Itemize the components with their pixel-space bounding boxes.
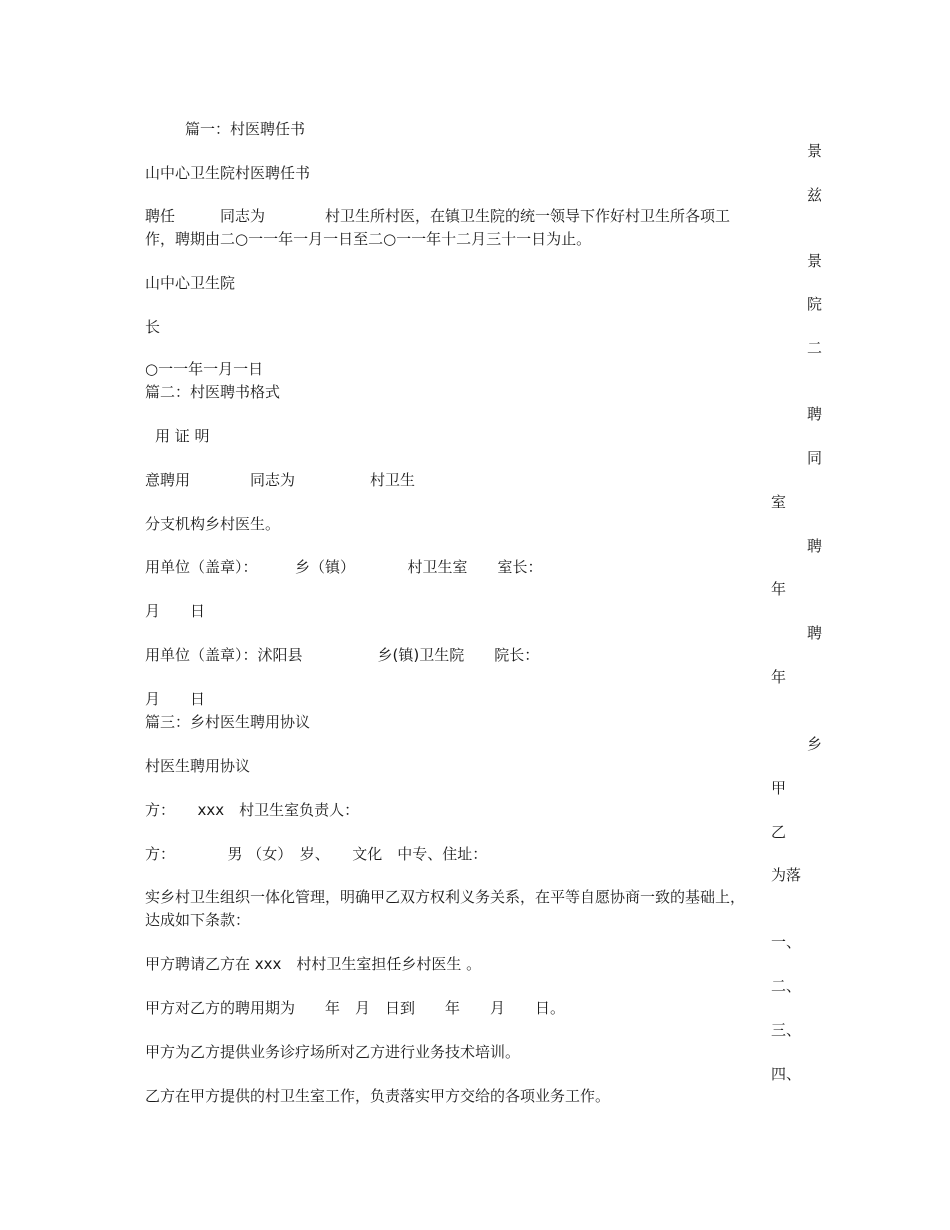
section-heading-2: 篇二：村医聘书格式 <box>145 383 281 401</box>
paragraph-line: 达成如下条款： <box>145 911 251 929</box>
paragraph-line: 意聘用 同志为 村卫生 <box>145 471 416 489</box>
margin-char: 同 <box>807 449 823 467</box>
party-b-line: 方： 男 （女） 岁、 文化 中专、住址： <box>145 845 488 863</box>
margin-char: 乡 <box>807 735 823 753</box>
date-line: 月 日 <box>145 602 206 620</box>
doc-title-3: 村医生聘用协议 <box>145 757 251 775</box>
clause-line: 甲方聘请乙方在 xxx 村村卫生室担任乡村医生 。 <box>145 955 482 973</box>
margin-char: 景 <box>807 142 823 160</box>
margin-char: 院 <box>807 295 823 313</box>
date-line: 月 日 <box>145 690 206 708</box>
section-heading-1: 篇一：村医聘任书 <box>185 120 306 138</box>
margin-char: 甲 <box>771 779 787 797</box>
party-a-line: 方： xxx 村卫生室负责人： <box>145 801 360 819</box>
seal-line: 用单位（盖章）： 乡（镇） 村卫生室 室长： <box>145 558 543 576</box>
clause-number: 四、 <box>771 1065 802 1083</box>
clause-number: 二、 <box>771 977 802 995</box>
issue-date: ○一一年一月一日 <box>145 360 264 378</box>
margin-char: 聘 <box>807 405 823 423</box>
doc-title-2: 用 证 明 <box>155 427 210 445</box>
issuer-title: 长 <box>145 318 161 336</box>
paragraph-line: 实乡村卫生组织一体化管理，明确甲乙双方权利义务关系，在平等自愿协商一致的基础上， <box>145 888 746 906</box>
clause-line: 乙方在甲方提供的村卫生室工作，负责落实甲方交给的各项业务工作。 <box>145 1087 611 1105</box>
margin-char: 聘 <box>807 537 823 555</box>
clause-line: 甲方为乙方提供业务诊疗场所对乙方进行业务技术培训。 <box>145 1043 521 1061</box>
margin-char: 兹 <box>807 186 823 204</box>
margin-char: 景 <box>807 252 823 270</box>
paragraph-line: 作，聘期由二○一一年一月一日至二○一一年十二月三十一日为止。 <box>145 230 592 248</box>
seal-line: 用单位（盖章）：沭阳县 乡(镇)卫生院 院长： <box>145 646 540 664</box>
margin-char: 室 <box>771 493 787 511</box>
margin-char: 聘 <box>807 624 823 642</box>
paragraph-line: 分支机构乡村医生。 <box>145 515 281 533</box>
doc-title-1: 山中心卫生院村医聘任书 <box>145 164 311 182</box>
margin-char: 为落 <box>771 866 802 884</box>
margin-char: 乙 <box>771 823 787 841</box>
margin-char: 年 <box>771 668 787 686</box>
margin-char: 二 <box>807 339 823 357</box>
clause-number: 一、 <box>771 933 802 951</box>
margin-char: 年 <box>771 580 787 598</box>
issuer-name: 山中心卫生院 <box>145 274 236 292</box>
clause-number: 三、 <box>771 1021 802 1039</box>
clause-line: 甲方对乙方的聘用期为 年 月 日到 年 月 日。 <box>145 999 566 1017</box>
paragraph-line: 聘任 同志为 村卫生所村医，在镇卫生院的统一领导下作好村卫生所各项工 <box>145 207 731 225</box>
section-heading-3: 篇三：乡村医生聘用协议 <box>145 713 311 731</box>
